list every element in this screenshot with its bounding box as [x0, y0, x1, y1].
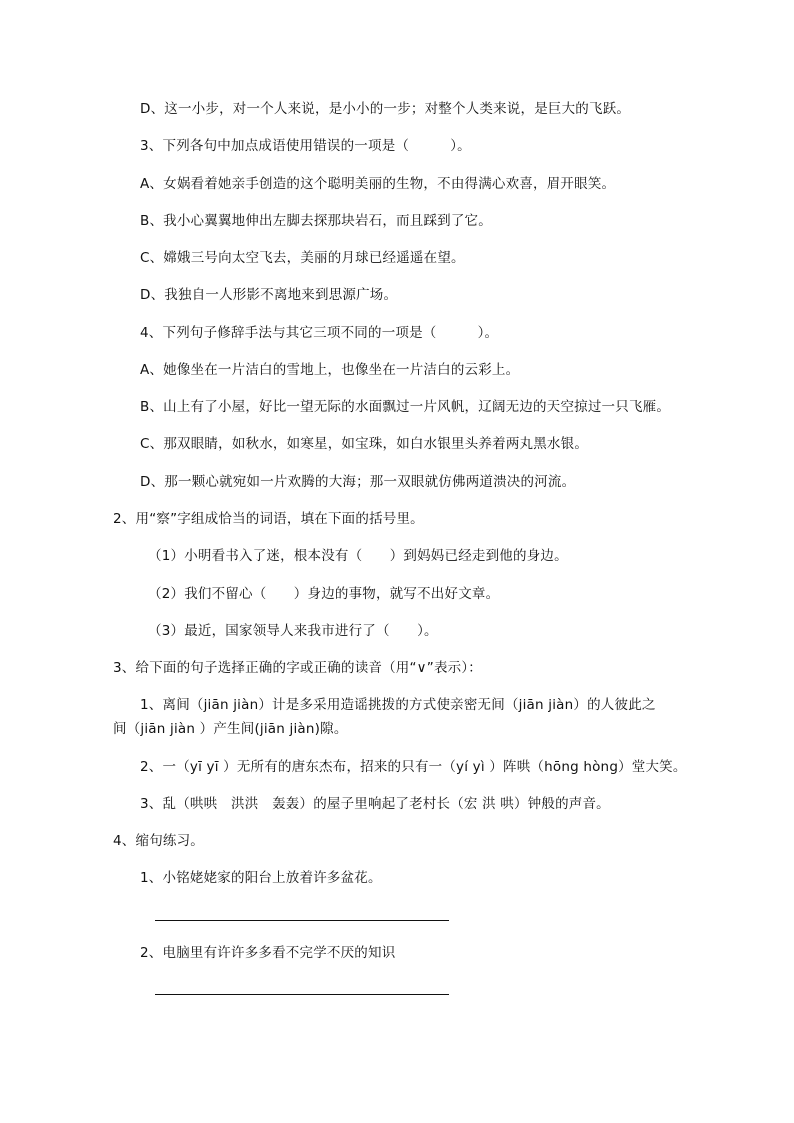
- answer-line-2: [155, 994, 449, 995]
- fill-item-3: （3）最近，国家领导人来我市进行了（ ）。: [148, 623, 438, 639]
- option-d-q4: D、那一颗心就宛如一片欢腾的大海；那一双眼就仿佛两道溃决的河流。: [140, 474, 576, 490]
- option-c-q4: C、那双眼睛，如秋水，如寒星，如宝珠，如白水银里头养着两丸黑水银。: [140, 436, 589, 452]
- pinyin-item-2: 2、一（yī yī ）无所有的唐东杰布，招来的只有一（yí yì ）阵哄（hōng hòng）堂大笑。: [140, 759, 687, 775]
- shorten-item-2: 2、电脑里有许许多多看不完学不厌的知识: [140, 945, 396, 961]
- question-3-stem: 3、下列各句中加点成语使用错误的一项是（ ）。: [140, 138, 471, 154]
- shorten-item-1: 1、小铭姥姥家的阳台上放着许多盆花。: [140, 870, 382, 886]
- question-4-stem: 4、下列句子修辞手法与其它三项不同的一项是（ ）。: [140, 325, 499, 341]
- option-d-q3: D、我独自一人形影不离地来到思源广场。: [140, 287, 398, 303]
- option-b-q4: B、山上有了小屋，好比一望无际的水面飘过一片风帆，辽阔无边的天空掠过一只飞雁。: [140, 399, 671, 415]
- option-b-q3: B、我小心翼翼地伸出左脚去探那块岩石，而且踩到了它。: [140, 213, 492, 229]
- section-4-heading: 4、缩句练习。: [113, 833, 204, 849]
- section-3-heading: 3、给下面的句子选择正确的字或正确的读音（用“∨”表示）：: [113, 660, 483, 676]
- pinyin-item-1-line-1: 1、离间（jiān jiàn）计是多采用造谣挑拨的方式使亲密无间（jiān jiàn）的人彼此之: [140, 697, 656, 713]
- option-a-q3: A、女娲看着她亲手创造的这个聪明美丽的生物，不由得满心欢喜，眉开眼笑。: [140, 176, 616, 192]
- section-2-heading: 2、用“察”字组成恰当的词语，填在下面的括号里。: [113, 511, 424, 527]
- option-d-q2: D、这一小步，对一个人来说，是小小的一步；对整个人类来说，是巨大的飞跃。: [140, 101, 631, 117]
- pinyin-item-1-line-2: 间（jiān jiàn ）产生间(jiān jiàn)隙。: [113, 721, 348, 737]
- option-a-q4: A、她像坐在一片洁白的雪地上，也像坐在一片洁白的云彩上。: [140, 362, 520, 378]
- answer-line-1: [155, 920, 449, 921]
- fill-item-1: （1）小明看书入了迷，根本没有（ ）到妈妈已经走到他的身边。: [148, 548, 568, 564]
- fill-item-2: （2）我们不留心（ ）身边的事物，就写不出好文章。: [148, 586, 500, 602]
- option-c-q3: C、嫦娥三号向太空飞去，美丽的月球已经遥遥在望。: [140, 250, 465, 266]
- pinyin-item-3: 3、乱（哄哄 洪洪 轰轰）的屋子里响起了老村长（宏 洪 哄）钟般的声音。: [140, 796, 610, 812]
